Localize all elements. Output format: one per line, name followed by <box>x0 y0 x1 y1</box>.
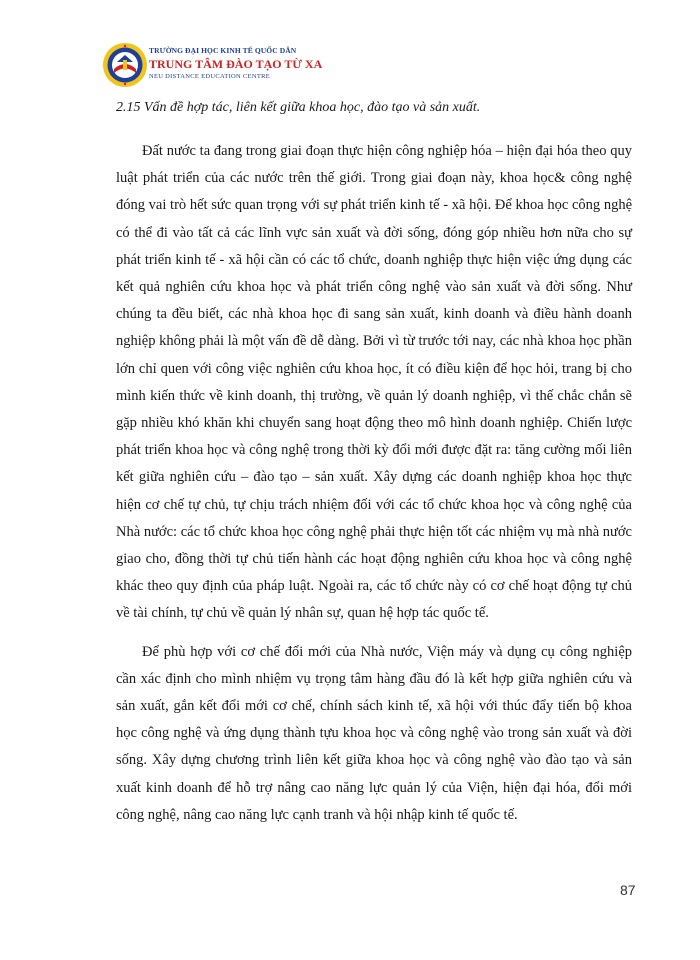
page-number: 87 <box>620 882 636 898</box>
paragraph-1: Đất nước ta đang trong giai đoạn thực hiện công nghiệp hóa – hiện đại hóa theo quy luật phát triển của các nước trên thế giới. Trong giai đoạn này, khoa học& công nghệ đóng vai trò hết sức quan trọng với sự phát triển kinh tế - xã hội. Để khoa học công nghệ có thể đi vào tất cả các lĩnh vực sản xuất và đời sống, đóng góp nhiều hơn nữa cho sự phát triển kinh tế - xã hội cần có các tổ chức, doanh nghiệp thực hiện việc ứng dụng các kết quả nghiên cứu khoa học và phát triển công nghệ vào sản xuất và đời sống. Như chúng ta đều biết, các nhà khoa học đi sang sản xuất, kinh doanh và điều hành doanh nghiệp không phải là một vấn đề dễ dàng. Bởi vì từ trước tới nay, các nhà khoa học phần lớn chỉ quen với công việc nghiên cứu khoa học, ít có điều kiện để học hỏi, trang bị cho mình kiến thức về kinh doanh, thị trường, về quản lý doanh nghiệp, vì thế chắc chắn sẽ gặp nhiều khó khăn khi chuyển sang hoạt động theo mô hình doanh nghiệp. Chiến lược phát triển khoa học và công nghệ trong thời kỳ đổi mới được đặt ra: tăng cường mối liên kết giữa nghiên cứu – đào tạo – sản xuất. Xây dựng các doanh nghiệp khoa học thực hiện cơ chế tự chủ, tự chịu trách nhiệm đối với các tổ chức khoa học và công nghệ của Nhà nước: các tổ chức khoa học công nghệ phải thực hiện tốt các nhiệm vụ mà nhà nước giao cho, đồng thời tự chủ tiến hành các hoạt động nghiên cứu khoa học và công nghệ khác theo quy định của pháp luật. Ngoài ra, các tổ chức này có cơ chế hoạt động tự chủ về tài chính, tự chủ về quản lý nhân sự, quan hệ hợp tác quốc tế. <box>116 143 632 622</box>
header-text <box>149 46 322 81</box>
center-name-english: NEU DISTANCE EDUCATION CENTRE <box>149 73 271 80</box>
university-emblem-icon <box>102 42 148 88</box>
paragraph-2: Để phù hợp với cơ chế đổi mới của Nhà nước, Viện máy và dụng cụ công nghiệp cần xác định cho mình nhiệm vụ trọng tâm hàng đầu đó là kết hợp giữa nghiên cứu và sản xuất, gắn kết đổi mới cơ chế, chính sách kinh tế, xã hội với thúc đẩy tiến bộ khoa học công nghệ và ứng dụng thành tựu khoa học và công nghệ vào trong sản xuất và đời sống. Xây dựng chương trình liên kết giữa khoa học và công nghệ vào đào tạo và sản xuất kinh doanh để hỗ trợ nâng cao năng lực quản lý của Viện, hiện đại hóa, đổi mới công nghệ, nâng cao năng lực cạnh tranh và hội nhập kinh tế quốc tế. <box>116 643 632 823</box>
body-content <box>116 138 632 840</box>
university-name: TRƯỜNG ĐẠI HỌC KINH TẾ QUỐC DÂN <box>149 46 297 55</box>
section-title: 2.15 Vấn đề hợp tác, liên kết giữa khoa học, đào tạo và sản xuất. <box>116 100 481 115</box>
center-name: TRUNG TÂM ĐÀO TẠO TỪ XA <box>149 57 323 71</box>
